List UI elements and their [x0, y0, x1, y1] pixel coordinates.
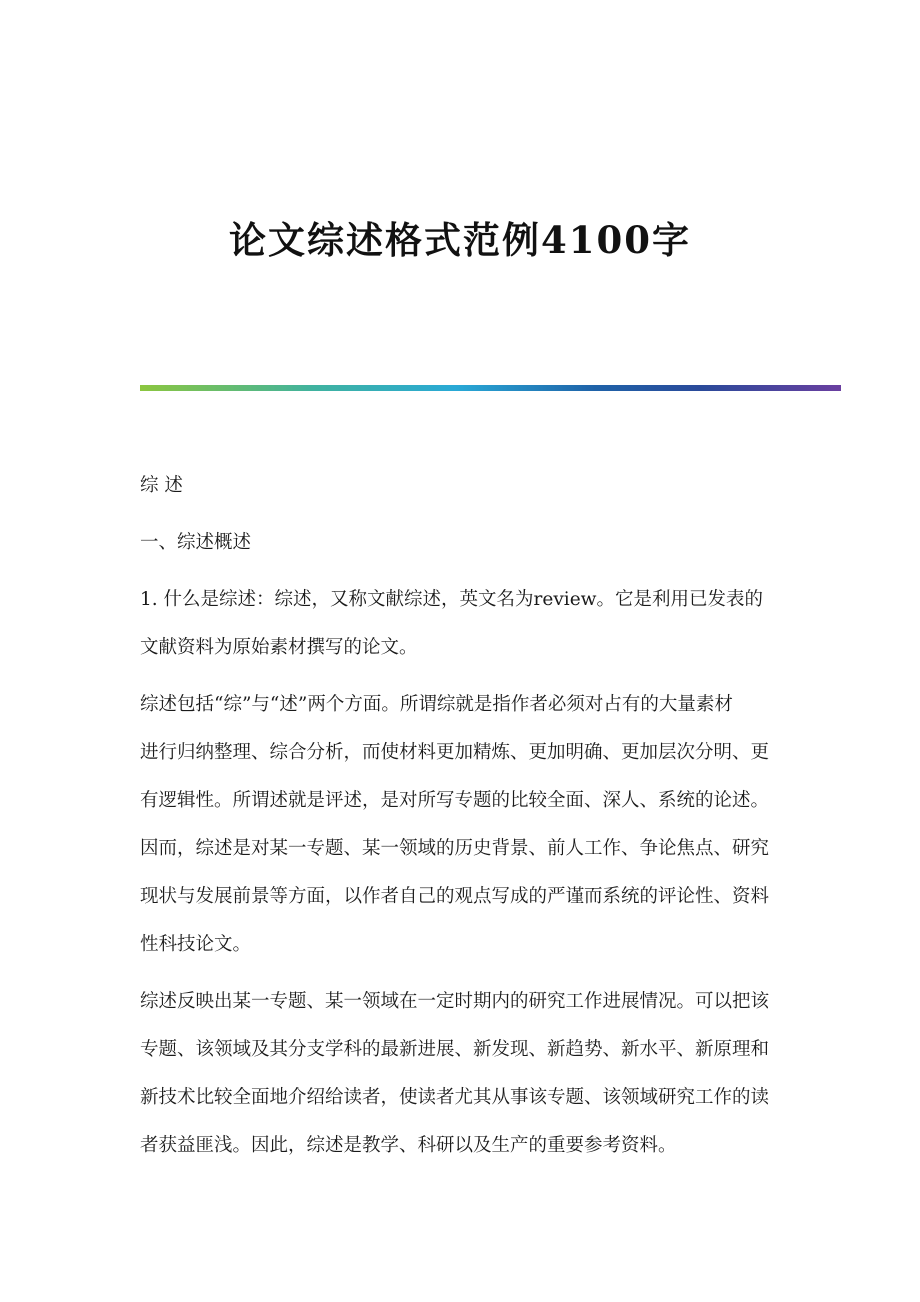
paragraph-line: 现状与发展前景等方面，以作者自己的观点写成的严谨而系统的评论性、资料 — [140, 886, 770, 907]
paragraph-line: 性科技论文。 — [140, 934, 252, 955]
paragraph-definition — [140, 576, 776, 672]
paragraph-line: 进行归纳整理、综合分析，而使材料更加精炼、更加明确、更加层次分明、更 — [140, 742, 770, 763]
section-heading-overview: 一、综述概述 — [140, 532, 252, 553]
document-title: 论文综述格式范例4100字 — [229, 218, 691, 262]
paragraph-significance — [140, 978, 776, 1170]
paragraph-line: 综述包括“综”与“述”两个方面。所谓综就是指作者必须对占有的大量素材 — [140, 694, 733, 715]
section-heading-review: 综 述 — [140, 475, 183, 496]
document-body — [140, 462, 776, 1179]
paragraph-line: 文献资料为原始素材撰写的论文。 — [140, 637, 418, 658]
paragraph-line: 因而，综述是对某一专题、某一领域的历史背景、前人工作、争论焦点、研究 — [140, 838, 770, 859]
paragraph-line: 1. 什么是综述：综述，又称文献综述，英文名为review。它是利用已发表的 — [140, 589, 763, 610]
paragraph-line: 者获益匪浅。因此，综述是教学、科研以及生产的重要参考资料。 — [140, 1135, 677, 1156]
paragraph-scope — [140, 681, 776, 969]
paragraph-line: 专题、该领域及其分支学科的最新进展、新发现、新趋势、新水平、新原理和 — [140, 1039, 770, 1060]
title-divider — [140, 385, 841, 391]
paragraph-line: 综述反映出某一专题、某一领域在一定时期内的研究工作进展情况。可以把该 — [140, 991, 770, 1012]
paragraph-line: 新技术比较全面地介绍给读者，使读者尤其从事该专题、该领域研究工作的读 — [140, 1087, 770, 1108]
paragraph-line: 有逻辑性。所谓述就是评述，是对所写专题的比较全面、深人、系统的论述。 — [140, 790, 770, 811]
